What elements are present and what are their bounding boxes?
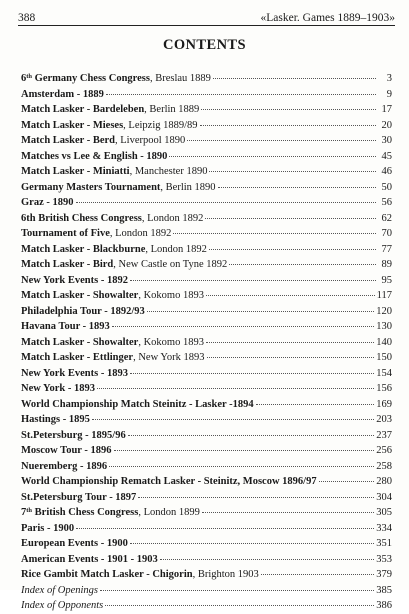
toc-entry-location: , New Castle on Tyne 1892 xyxy=(113,259,228,270)
toc-page-number: 379 xyxy=(376,569,392,580)
dot-leader xyxy=(109,466,374,467)
toc-page-number: 9 xyxy=(386,88,392,100)
dot-leader xyxy=(76,528,374,529)
toc-entry-label: Index of Opponents xyxy=(21,600,104,611)
toc-entry-title xyxy=(21,71,211,87)
toc-entry-location: , Breslau 1889 xyxy=(149,73,211,84)
toc-entry-location: , Manchester 1890 xyxy=(129,166,208,177)
toc-page-number: 150 xyxy=(376,352,392,363)
toc-page-number: 77 xyxy=(381,243,392,255)
toc-entry-event: Graz - 1890 xyxy=(21,197,74,208)
toc-entry xyxy=(21,412,392,428)
toc-entry xyxy=(21,164,392,180)
toc-entry xyxy=(21,521,392,537)
dot-leader xyxy=(128,435,375,436)
toc-entry-title xyxy=(21,428,126,444)
toc-entry-title xyxy=(21,211,203,227)
dot-leader xyxy=(200,125,376,126)
dot-leader xyxy=(169,156,376,157)
toc-page-number: 3 xyxy=(386,73,392,84)
toc-page-number: 62 xyxy=(381,212,392,224)
dot-leader xyxy=(201,109,376,110)
toc-page-number: 386 xyxy=(376,600,392,611)
toc-entry-event: St.Petersburg Tour - 1897 xyxy=(21,491,137,503)
toc-entry-event: Match Lasker - Ettlinger xyxy=(21,352,134,363)
toc-entry xyxy=(21,149,392,165)
toc-entry-title xyxy=(21,335,204,351)
toc-entry-title xyxy=(21,226,171,242)
toc-entry-location: , Berlin 1890 xyxy=(160,181,216,193)
dot-leader xyxy=(229,264,376,265)
toc-entry xyxy=(21,366,392,382)
dot-leader xyxy=(207,357,375,358)
toc-page-number: 46 xyxy=(381,166,392,177)
toc-entry-title xyxy=(21,180,216,196)
toc-page-number: 154 xyxy=(376,367,392,379)
dot-leader xyxy=(173,233,376,234)
toc-entry xyxy=(21,567,392,583)
toc-entry xyxy=(21,226,392,242)
toc-entry-event: Philadelphia Tour - 1892/93 xyxy=(21,305,145,317)
toc-entry xyxy=(21,118,392,134)
toc-page-number: 45 xyxy=(381,150,392,162)
toc-entry-location: , Berlin 1889 xyxy=(144,104,200,115)
header-rule xyxy=(18,25,395,26)
toc-entry xyxy=(21,273,392,289)
toc-entry-title xyxy=(21,521,74,537)
dot-leader xyxy=(261,574,374,575)
toc-entry-event-cont: Germany Chess Congress xyxy=(32,73,150,84)
page-number: 388 xyxy=(18,12,36,24)
table-of-contents xyxy=(21,71,392,614)
toc-entry-event: New York Events - 1892 xyxy=(21,274,128,286)
toc-page-number: 56 xyxy=(381,197,392,208)
toc-entry-event: Match Lasker - Bardeleben xyxy=(21,104,145,115)
toc-entry-title xyxy=(21,490,136,506)
toc-entry xyxy=(21,335,392,351)
toc-entry-title xyxy=(21,505,200,521)
running-header xyxy=(18,6,395,24)
dot-leader xyxy=(160,559,374,560)
toc-page-number: 237 xyxy=(376,429,392,441)
running-title: «Lasker. Games 1889–1903» xyxy=(260,12,395,24)
toc-entry-event: Matches vs Lee & English - 1890 xyxy=(21,150,168,162)
dot-leader xyxy=(319,481,375,482)
toc-entry-title xyxy=(21,257,227,273)
toc-entry xyxy=(21,195,392,211)
toc-entry-location: , Liverpool 1890 xyxy=(115,135,186,146)
toc-entry-location: , Brighton 1903 xyxy=(192,569,259,580)
toc-entry-event: Match Lasker - Berd xyxy=(21,135,116,146)
toc-page-number: 169 xyxy=(376,398,392,410)
toc-entry-location: , London 1892 xyxy=(141,212,204,224)
dot-leader xyxy=(97,388,374,389)
toc-entry-title xyxy=(21,164,207,180)
dot-leader xyxy=(105,605,374,606)
toc-entry xyxy=(21,71,392,87)
toc-page-number: 334 xyxy=(376,522,392,534)
toc-entry-event: Match Lasker - Blackburne xyxy=(21,243,146,255)
toc-page-number: 140 xyxy=(376,336,392,348)
toc-entry-event: European Events - 1900 xyxy=(21,538,128,549)
toc-entry-title xyxy=(21,118,198,134)
toc-entry-title xyxy=(21,87,104,103)
toc-entry-event: Amsterdam - 1889 xyxy=(21,88,104,100)
toc-entry-event: Nueremberg - 1896 xyxy=(21,460,108,472)
toc-entry-location: , London 1899 xyxy=(138,507,200,518)
toc-entry-event: St.Petersburg - 1895/96 xyxy=(21,429,126,441)
ordinal-suffix: th xyxy=(26,73,33,80)
toc-entry-location: , Kokomo 1893 xyxy=(138,336,204,348)
toc-entry xyxy=(21,350,392,366)
toc-entry-event: Match Lasker - Showalter xyxy=(21,290,139,301)
toc-page-number: 258 xyxy=(376,460,392,472)
dot-leader xyxy=(130,373,374,374)
toc-entry-title xyxy=(21,397,254,413)
dot-leader xyxy=(206,295,375,296)
dot-leader xyxy=(187,140,376,141)
dot-leader xyxy=(256,404,375,405)
toc-page-number: 280 xyxy=(376,476,392,487)
toc-entry-title xyxy=(21,536,128,552)
toc-page-number: 70 xyxy=(381,228,392,239)
toc-page-number: 120 xyxy=(376,305,392,317)
toc-page-number: 95 xyxy=(381,274,392,286)
toc-entry-title xyxy=(21,288,204,304)
toc-page-number: 305 xyxy=(376,507,392,518)
toc-entry-title xyxy=(21,102,199,118)
toc-entry xyxy=(21,381,392,397)
toc-page-number: 203 xyxy=(376,414,392,425)
toc-entry xyxy=(21,505,392,521)
toc-entry xyxy=(21,598,392,614)
toc-entry-title xyxy=(21,552,158,568)
toc-entry-title xyxy=(21,304,145,320)
toc-entry xyxy=(21,443,392,459)
toc-entry xyxy=(21,474,392,490)
dot-leader xyxy=(209,171,376,172)
toc-entry-event: New York Events - 1893 xyxy=(21,367,128,379)
ordinal-suffix: th xyxy=(26,507,33,514)
toc-page-number: 117 xyxy=(376,290,392,301)
toc-page-number: 50 xyxy=(381,181,392,193)
toc-entry-title xyxy=(21,273,128,289)
toc-entry xyxy=(21,304,392,320)
page-title: CONTENTS xyxy=(163,37,246,53)
toc-entry-label: Index of Openings xyxy=(21,584,98,596)
toc-entry-event: Match Lasker - Showalter xyxy=(21,336,139,348)
dot-leader xyxy=(218,187,376,188)
toc-page-number: 17 xyxy=(381,104,392,115)
dot-leader xyxy=(202,512,374,513)
toc-entry-title xyxy=(21,242,207,258)
toc-entry-title xyxy=(21,443,112,459)
toc-entry xyxy=(21,242,392,258)
dot-leader xyxy=(114,450,375,451)
toc-page-number: 385 xyxy=(376,584,392,596)
dot-leader xyxy=(112,326,374,327)
toc-page-number: 130 xyxy=(376,321,392,332)
toc-entry xyxy=(21,583,392,599)
toc-entry-title xyxy=(21,133,185,149)
toc-entry-location: , London 1892 xyxy=(145,243,207,255)
toc-entry-event: Moscow Tour - 1896 xyxy=(21,445,112,456)
toc-page-number: 351 xyxy=(376,538,392,549)
toc-entry xyxy=(21,288,392,304)
toc-page-number: 30 xyxy=(381,135,392,146)
toc-page-number: 20 xyxy=(381,119,392,131)
toc-entry xyxy=(21,397,392,413)
toc-entry-event: 6th British Chess Congress xyxy=(21,212,142,224)
toc-entry-event-cont: British Chess Congress xyxy=(32,507,139,518)
toc-entry xyxy=(21,490,392,506)
toc-entry-event: Germany Masters Tournament xyxy=(21,181,161,193)
toc-entry xyxy=(21,536,392,552)
toc-entry-event: Paris - 1900 xyxy=(21,522,75,534)
toc-entry-title xyxy=(21,366,128,382)
toc-entry-event: Hastings - 1895 xyxy=(21,414,90,425)
toc-entry xyxy=(21,428,392,444)
toc-entry-event: 6 xyxy=(21,73,27,84)
toc-entry-title xyxy=(21,412,90,428)
toc-entry-title xyxy=(21,350,205,366)
toc-entry-event: Match Lasker - Miniatti xyxy=(21,166,130,177)
dot-leader xyxy=(147,311,374,312)
toc-entry-event: 7 xyxy=(21,507,27,518)
dot-leader xyxy=(205,218,376,219)
toc-entry-title xyxy=(21,319,110,335)
toc-entry xyxy=(21,133,392,149)
toc-entry xyxy=(21,257,392,273)
dot-leader xyxy=(206,342,374,343)
toc-page-number: 156 xyxy=(376,383,392,394)
toc-page-number: 256 xyxy=(376,445,392,456)
toc-entry xyxy=(21,211,392,227)
toc-entry-location: , New York 1893 xyxy=(133,352,205,363)
toc-page-number: 89 xyxy=(381,259,392,270)
toc-entry-event: World Championship Match Steinitz - Lasker -1894 xyxy=(21,398,254,410)
toc-page-number: 304 xyxy=(376,491,392,503)
dot-leader xyxy=(213,78,376,79)
toc-entry xyxy=(21,87,392,103)
toc-entry-location: , London 1892 xyxy=(109,228,172,239)
toc-entry-event: Havana Tour - 1893 xyxy=(21,321,110,332)
toc-entry-title xyxy=(21,195,74,211)
toc-entry-location: , Leipzig 1889/89 xyxy=(123,119,198,131)
toc-entry xyxy=(21,319,392,335)
toc-entry-location: , Kokomo 1893 xyxy=(138,290,204,301)
toc-entry xyxy=(21,459,392,475)
toc-entry-event: Match Lasker - Bird xyxy=(21,259,114,270)
toc-entry-event: Rice Gambit Match Lasker - Chigorin xyxy=(21,569,193,580)
dot-leader xyxy=(76,202,377,203)
toc-entry-title xyxy=(21,598,103,614)
toc-entry-title xyxy=(21,474,317,490)
dot-leader xyxy=(130,543,374,544)
toc-entry-title xyxy=(21,459,107,475)
toc-entry xyxy=(21,552,392,568)
toc-entry-title xyxy=(21,583,98,599)
toc-entry-event: Tournament of Five xyxy=(21,228,110,239)
toc-entry-event: New York - 1893 xyxy=(21,383,95,394)
toc-page-number: 353 xyxy=(376,553,392,565)
dot-leader xyxy=(106,94,376,95)
toc-entry-title xyxy=(21,567,259,583)
toc-entry-event: Match Lasker - Mieses xyxy=(21,119,124,131)
toc-entry-event: American Events - 1901 - 1903 xyxy=(21,553,158,565)
dot-leader xyxy=(130,280,376,281)
dot-leader xyxy=(138,497,374,498)
toc-entry-title xyxy=(21,149,167,165)
toc-entry xyxy=(21,102,392,118)
toc-entry-event: World Championship Rematch Lasker - Steinitz, Moscow 1896/97 xyxy=(21,476,317,487)
dot-leader xyxy=(209,249,376,250)
toc-entry xyxy=(21,180,392,196)
toc-entry-title xyxy=(21,381,95,397)
dot-leader xyxy=(92,419,374,420)
